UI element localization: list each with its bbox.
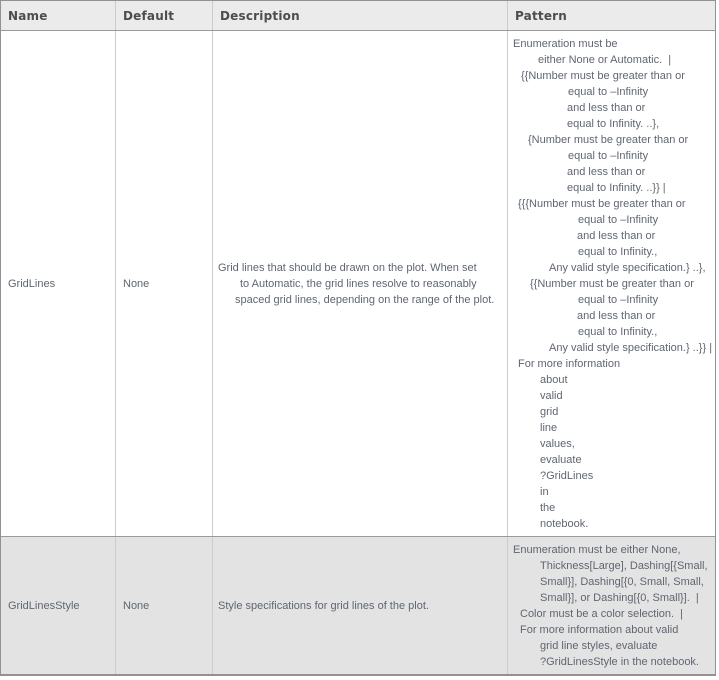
text-line: equal to –Infinity [568,150,649,162]
cell-pattern-gridlines [507,31,715,536]
text-line: and less than or [577,230,656,242]
table-row-gridlines [1,31,715,537]
property-name: GridLines [8,277,56,290]
text-line: {{Number must be greater than or [521,70,685,82]
text-line: Color must be a color selection. | [520,608,684,620]
text-line: Style specifications for grid lines of the plot. [218,599,429,612]
property-default-value: None [123,599,150,612]
cell-description-gridlinesstyle [212,537,507,674]
column-header-pattern: Pattern [507,1,715,30]
text-line: Thickness[Large], Dashing[{Small, [540,560,708,572]
text-line: and less than or [567,102,646,114]
text-line: equal to –Infinity [578,294,659,306]
description-text [218,598,502,614]
text-line: the [540,502,556,514]
text-line: equal to –Infinity [568,86,649,98]
property-name: GridLinesStyle [8,599,80,612]
cell-name-gridlinesstyle [1,537,115,674]
cell-pattern-gridlinesstyle [507,537,715,674]
cell-default-gridlinesstyle [115,537,212,674]
column-header-default: Default [115,1,212,30]
text-line: {{Number must be greater than or [530,278,694,290]
text-line: ?GridLinesStyle in the notebook. [540,656,699,668]
text-line: {{{Number must be greater than or [518,198,686,210]
text-line: spaced grid lines, depending on the range of the plot. [235,293,495,306]
text-line: and less than or [577,310,656,322]
text-line: equal to Infinity., [578,246,658,258]
text-line: Small}], or Dashing[{0, Small}]. | [540,592,699,604]
text-line: about [540,374,568,386]
text-line: in [540,486,549,498]
text-line: ?GridLines [540,470,594,482]
text-line: For more information [518,358,621,370]
text-line: and less than or [567,166,646,178]
cell-default-gridlines [115,31,212,536]
text-line: {Number must be greater than or [528,134,689,146]
text-line: equal to Infinity. ..}, [567,118,660,130]
text-line: values, [540,438,575,450]
text-line: Enumeration must be [513,38,618,50]
text-line: Enumeration must be either None, [513,544,681,556]
column-header-name: Name [8,8,48,23]
text-line: Small}], Dashing[{0, Small, Small, [540,576,704,588]
text-line: equal to Infinity. ..}} | [567,182,666,194]
table-row-gridlinesstyle [1,537,715,674]
cell-name-gridlines [1,31,115,536]
text-line: to Automatic, the grid lines resolve to reasonably [240,277,477,290]
text-line: Grid lines that should be drawn on the plot. When set [218,261,477,274]
column-header-description: Description [212,1,507,30]
text-line: equal to –Infinity [578,214,659,226]
property-default-value: None [123,277,150,290]
text-line: Any valid style specification.} ..}} | [549,342,713,354]
text-line: grid [540,406,559,418]
text-line: evaluate [540,454,582,466]
cell-description-gridlines [212,31,507,536]
text-line: grid line styles, evaluate [540,640,658,652]
pattern-text [513,36,712,532]
text-line: either None or Automatic. | [538,54,672,66]
text-line: Any valid style specification.} ..}, [549,262,706,274]
text-line: equal to Infinity., [578,326,658,338]
table-header-row [1,1,715,31]
text-line: valid [540,390,563,402]
text-line: For more information about valid [520,624,679,636]
description-text [218,260,502,308]
text-line: line [540,422,558,434]
pattern-text [513,542,712,670]
text-line: notebook. [540,518,589,530]
